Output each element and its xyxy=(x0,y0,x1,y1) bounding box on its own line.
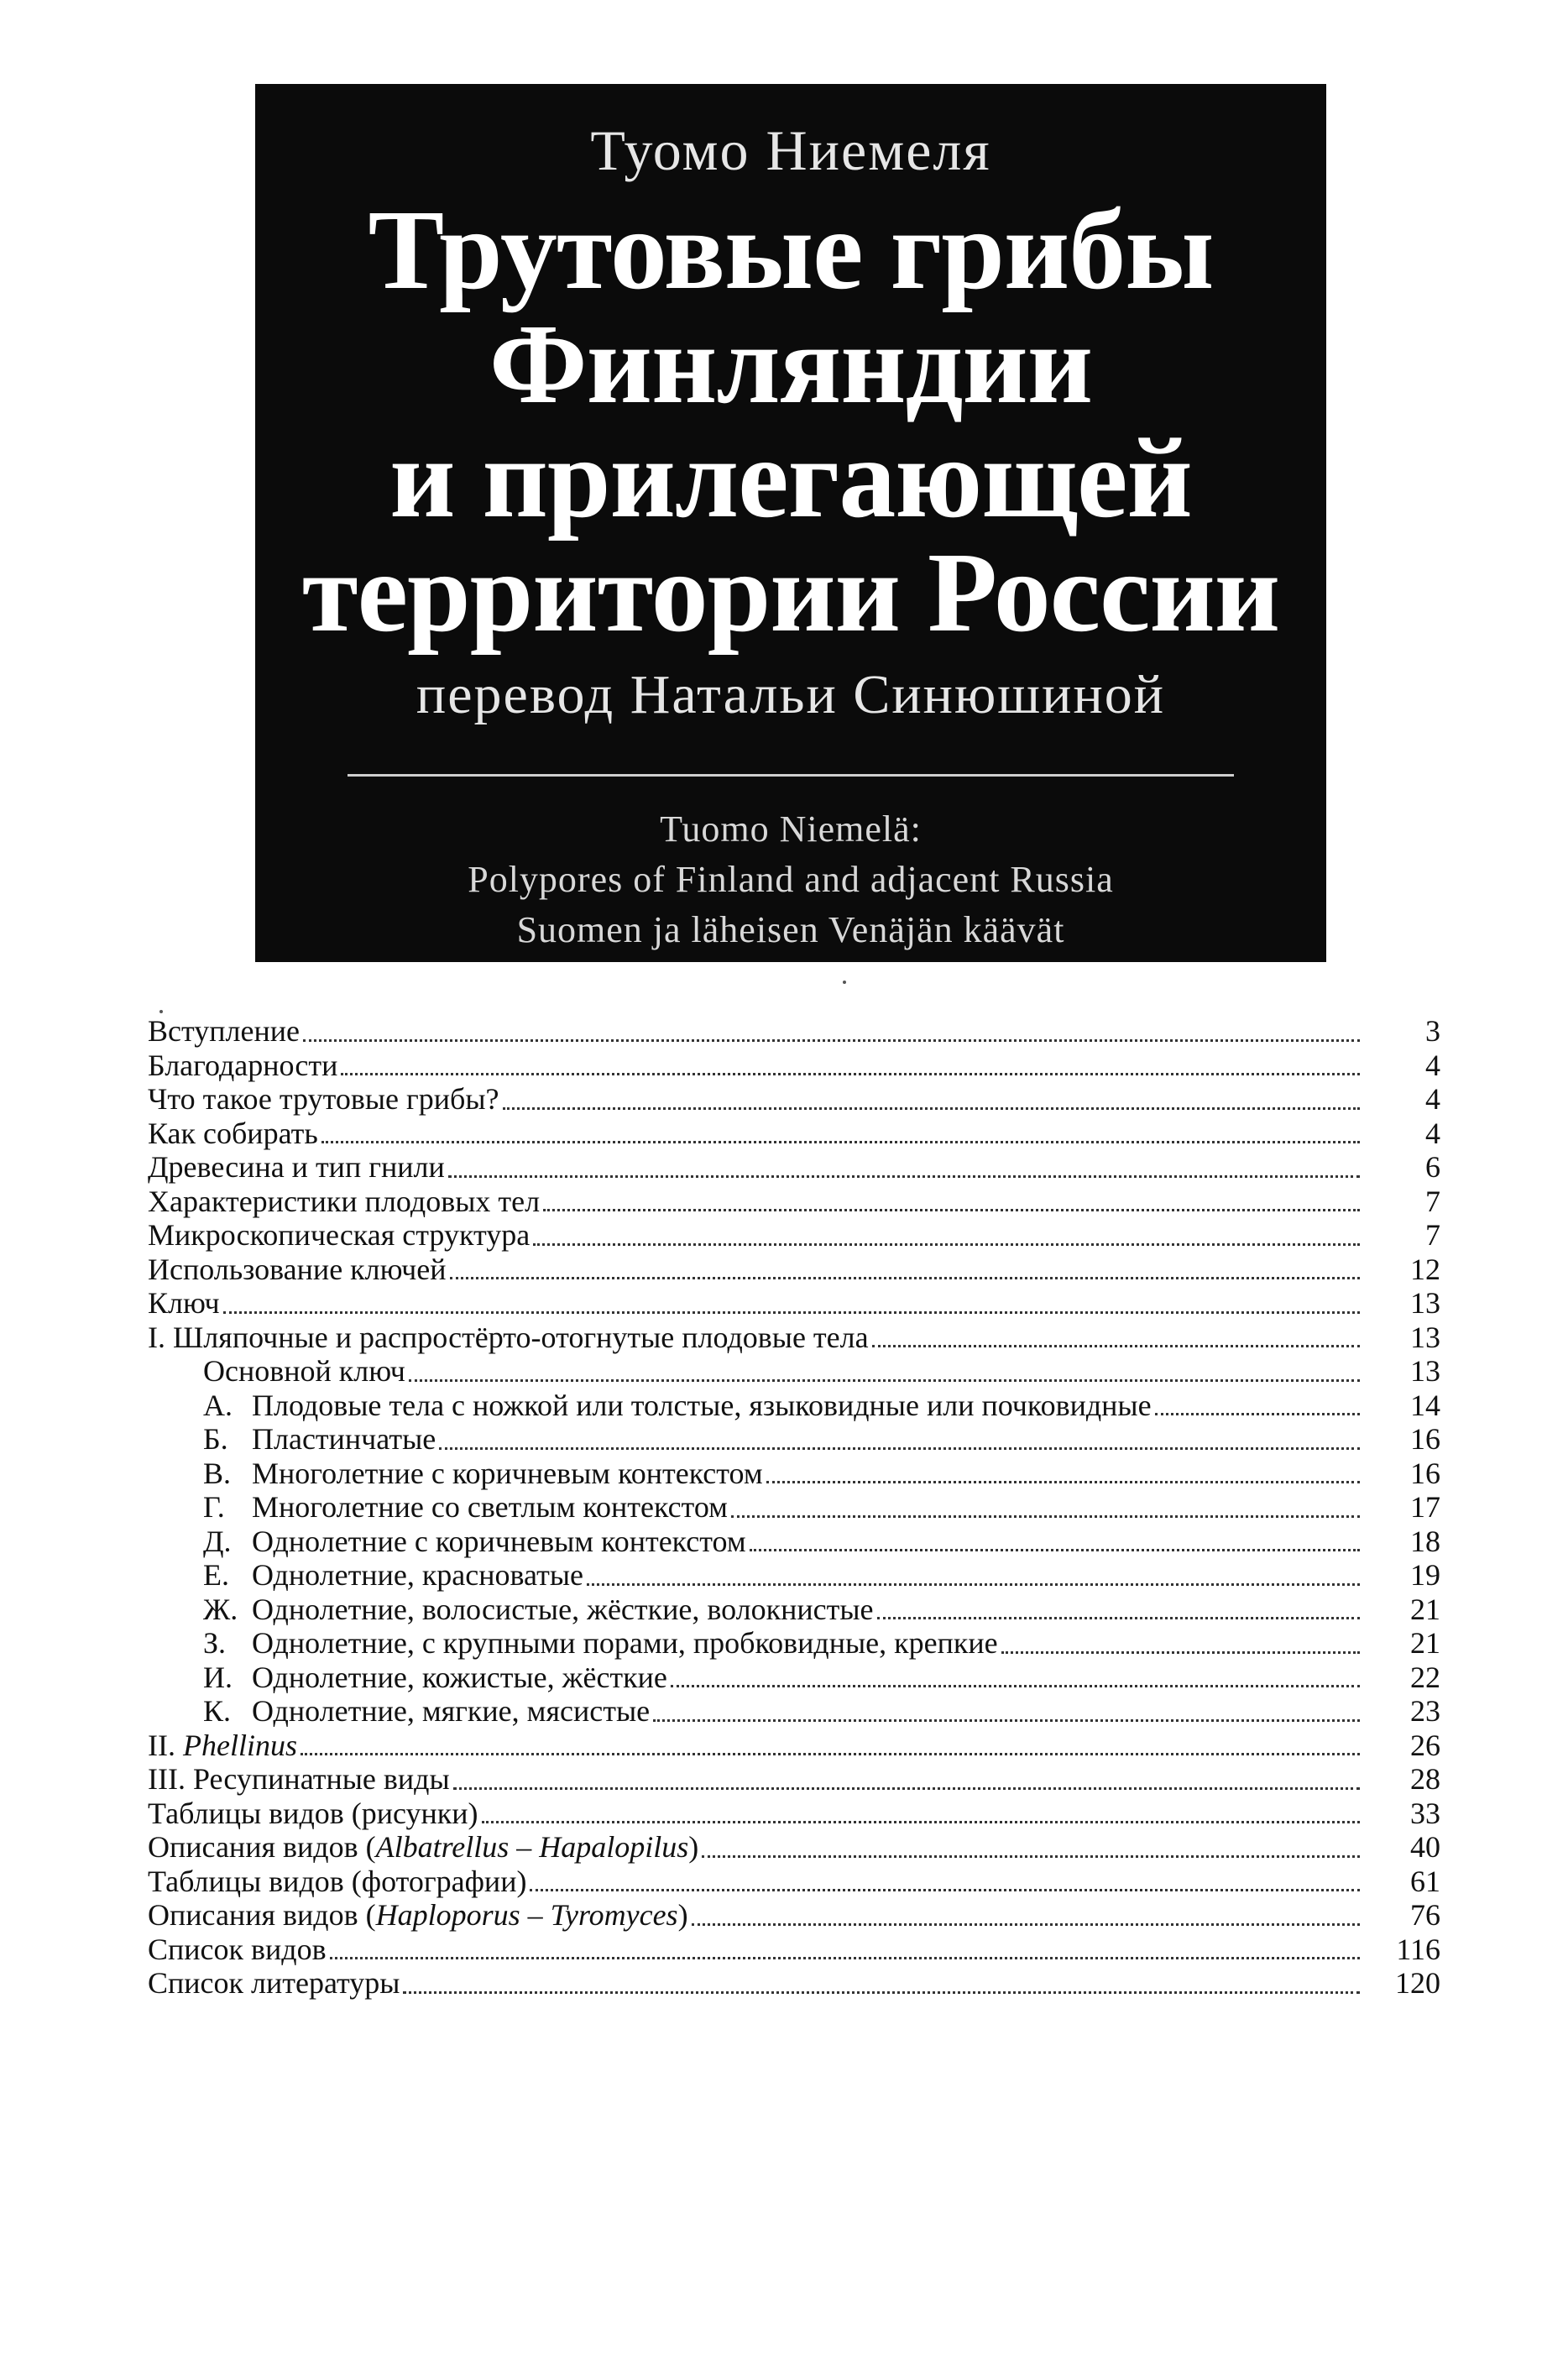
toc-entry xyxy=(148,1321,1440,1355)
toc-dot-leader xyxy=(303,1039,1360,1042)
toc-page-number: 13 xyxy=(1410,1320,1440,1354)
toc-entry-title xyxy=(148,1185,540,1219)
author-name: Туомо Ниемеля xyxy=(590,118,991,182)
toc-entry-title xyxy=(148,1830,698,1865)
toc-entry-title xyxy=(148,1762,450,1797)
toc-entry xyxy=(148,1830,1440,1865)
toc-entry xyxy=(148,1082,1440,1117)
toc-entry-italic: Haploporus – Tyromyces xyxy=(375,1898,678,1932)
toc-entry-text: Вступление xyxy=(148,1014,300,1048)
toc-entry-title xyxy=(148,1117,318,1151)
toc-dot-leader xyxy=(503,1107,1360,1110)
original-line: Tuomo Niemelä: xyxy=(660,808,922,850)
toc-dot-leader xyxy=(439,1447,1360,1450)
toc-dot-leader xyxy=(448,1175,1360,1178)
toc-page-number: 40 xyxy=(1410,1830,1440,1864)
toc-entry xyxy=(148,1898,1440,1933)
toc-entry-text: Однолетние, волосистые, жёсткие, волокнистые xyxy=(252,1592,874,1626)
toc-page-number: 13 xyxy=(1410,1286,1440,1320)
toc-entry-title xyxy=(203,1626,998,1661)
toc-entry-text: Однолетние, красноватые xyxy=(252,1558,583,1592)
toc-entry-label: З. xyxy=(203,1626,227,1660)
toc-entry-text: Однолетние, мягкие, мясистые xyxy=(252,1694,651,1728)
toc-entry-title xyxy=(148,1865,526,1899)
toc-entry xyxy=(148,1389,1440,1423)
scan-speck xyxy=(843,981,846,984)
toc-page-number: 21 xyxy=(1410,1592,1440,1626)
table-of-contents xyxy=(148,1014,1440,2001)
toc-entry-text: Характеристики плодовых тел xyxy=(148,1184,541,1218)
toc-entry xyxy=(148,1558,1440,1593)
toc-page-number: 61 xyxy=(1410,1864,1440,1898)
toc-dot-leader xyxy=(692,1923,1360,1926)
toc-dot-leader xyxy=(750,1549,1360,1551)
original-line: Suomen ja läheisen Venäjän käävät xyxy=(516,909,1065,950)
toc-dot-leader xyxy=(877,1617,1360,1619)
toc-dot-leader xyxy=(587,1583,1360,1586)
toc-entry xyxy=(148,1525,1440,1559)
toc-dot-leader xyxy=(872,1345,1360,1347)
toc-page-number: 4 xyxy=(1425,1048,1440,1082)
toc-dot-leader xyxy=(453,1787,1360,1790)
scan-speck xyxy=(159,1010,163,1013)
toc-entry-text: I. Шляпочные и распростёрто-отогнутые плодовые тела xyxy=(148,1320,869,1354)
toc-entry-label: А. xyxy=(203,1388,233,1422)
toc-entry xyxy=(148,1014,1440,1049)
toc-page-number: 23 xyxy=(1410,1694,1440,1728)
original-line: Polypores of Finland and adjacent Russia xyxy=(468,859,1114,900)
toc-entry-text: Однолетние, кожистые, жёсткие xyxy=(252,1660,667,1694)
book-title xyxy=(255,187,1326,656)
toc-entry-italic: Albatrellus – Hapalopilus xyxy=(375,1830,689,1864)
toc-entry-text: II. xyxy=(148,1728,183,1762)
toc-entry-label: Ж. xyxy=(203,1592,238,1626)
toc-entry-italic: Phellinus xyxy=(182,1728,297,1762)
toc-dot-leader xyxy=(330,1957,1360,1959)
title-line: Финляндии xyxy=(489,301,1093,427)
toc-page-number: 18 xyxy=(1410,1524,1440,1558)
toc-page-number: 12 xyxy=(1410,1252,1440,1286)
toc-entry xyxy=(148,1457,1440,1491)
toc-entry-title xyxy=(148,1286,220,1321)
toc-page-number: 116 xyxy=(1396,1932,1440,1966)
toc-entry-text: Как собирать xyxy=(148,1116,318,1150)
toc-page-number: 13 xyxy=(1410,1354,1440,1388)
toc-entry-label: В. xyxy=(203,1456,232,1490)
toc-entry-title xyxy=(148,1966,400,2001)
toc-dot-leader xyxy=(1155,1413,1360,1415)
toc-entry-title xyxy=(148,1014,300,1049)
toc-dot-leader xyxy=(450,1277,1361,1279)
toc-page-number: 16 xyxy=(1410,1422,1440,1456)
toc-entry-text: Микроскопическая структура xyxy=(148,1218,531,1252)
toc-page-number: 17 xyxy=(1410,1490,1440,1524)
toc-dot-leader xyxy=(671,1685,1360,1687)
toc-entry xyxy=(148,1865,1440,1899)
toc-page-number: 26 xyxy=(1410,1728,1440,1762)
toc-entry-title xyxy=(203,1457,763,1491)
toc-entry-text: Однолетние с коричневым контекстом xyxy=(252,1524,746,1558)
toc-entry xyxy=(148,1797,1440,1831)
toc-entry-title xyxy=(148,1253,447,1287)
toc-entry-title xyxy=(148,1082,499,1117)
cover-block xyxy=(255,84,1326,962)
toc-entry-title xyxy=(148,1933,327,1967)
toc-dot-leader xyxy=(766,1481,1360,1483)
toc-entry xyxy=(148,1286,1440,1321)
toc-entry-text: Однолетние, с крупными порами, пробковидные, крепкие xyxy=(252,1626,998,1660)
toc-entry-title xyxy=(148,1729,297,1763)
toc-entry-title xyxy=(203,1525,746,1559)
toc-entry-title xyxy=(203,1389,1152,1423)
toc-entry-title xyxy=(203,1490,728,1525)
toc-entry xyxy=(148,1422,1440,1457)
toc-dot-leader xyxy=(530,1889,1360,1891)
toc-entry-label: Б. xyxy=(203,1422,228,1456)
toc-entry-text-after: ) xyxy=(688,1830,699,1864)
toc-entry xyxy=(148,1729,1440,1763)
toc-entry-label: Д. xyxy=(203,1524,232,1558)
toc-entry-text: Ключ xyxy=(148,1286,220,1320)
translator-credit: перевод Натальи Синюшиной xyxy=(416,664,1166,725)
toc-entry xyxy=(148,1354,1440,1389)
toc-dot-leader xyxy=(301,1753,1360,1755)
toc-entry-title xyxy=(203,1422,436,1457)
toc-entry-text: Основной ключ xyxy=(203,1354,405,1388)
toc-entry-text: Многолетние с коричневым контекстом xyxy=(252,1456,763,1490)
toc-entry-title xyxy=(148,1797,478,1831)
original-title xyxy=(255,804,1326,955)
title-line: Трутовые грибы xyxy=(368,187,1214,313)
toc-page-number: 19 xyxy=(1410,1558,1440,1592)
toc-entry xyxy=(148,1117,1440,1151)
toc-dot-leader xyxy=(543,1209,1360,1211)
toc-page-number: 7 xyxy=(1425,1184,1440,1218)
toc-entry xyxy=(148,1490,1440,1525)
toc-dot-leader xyxy=(482,1821,1360,1823)
toc-dot-leader xyxy=(409,1379,1360,1382)
toc-entry xyxy=(148,1694,1440,1729)
toc-dot-leader xyxy=(403,1991,1360,1994)
toc-page-number: 6 xyxy=(1425,1150,1440,1184)
toc-page-number: 21 xyxy=(1410,1626,1440,1660)
toc-page-number: 16 xyxy=(1410,1456,1440,1490)
toc-entry xyxy=(148,1933,1440,1967)
toc-entry-title xyxy=(148,1049,337,1083)
toc-dot-leader xyxy=(321,1141,1360,1143)
toc-entry xyxy=(148,1218,1440,1253)
toc-entry-text: III. Ресупинатные виды xyxy=(148,1762,450,1796)
toc-entry-title xyxy=(203,1694,650,1729)
toc-entry-text: Описания видов ( xyxy=(148,1898,376,1932)
toc-entry-label: К. xyxy=(203,1694,232,1728)
toc-entry xyxy=(148,1966,1440,2001)
toc-entry-text: Использование ключей xyxy=(148,1252,447,1286)
toc-entry-label: Е. xyxy=(203,1558,229,1592)
title-line: и прилегающей xyxy=(389,416,1192,541)
toc-entry-text: Пластинчатые xyxy=(252,1422,436,1456)
toc-entry-text-after: ) xyxy=(677,1898,688,1932)
toc-entry xyxy=(148,1253,1440,1287)
toc-dot-leader xyxy=(223,1311,1360,1314)
toc-entry-text: Описания видов ( xyxy=(148,1830,376,1864)
toc-page-number: 120 xyxy=(1395,1966,1440,2000)
toc-dot-leader xyxy=(653,1719,1360,1722)
toc-entry-text: Таблицы видов (фотографии) xyxy=(148,1864,527,1898)
toc-page-number: 7 xyxy=(1425,1218,1440,1252)
toc-entry-title xyxy=(148,1321,869,1355)
toc-entry-text: Список литературы xyxy=(148,1966,400,2000)
toc-entry-text: Благодарности xyxy=(148,1048,338,1082)
toc-dot-leader xyxy=(731,1515,1360,1518)
cover-divider xyxy=(348,774,1234,777)
toc-entry xyxy=(148,1626,1440,1661)
toc-page-number: 33 xyxy=(1410,1796,1440,1830)
toc-dot-leader xyxy=(1001,1651,1360,1654)
toc-entry xyxy=(148,1150,1440,1185)
toc-entry-text: Что такое трутовые грибы? xyxy=(148,1082,499,1116)
toc-entry-title xyxy=(148,1218,530,1253)
toc-entry xyxy=(148,1049,1440,1083)
toc-page-number: 14 xyxy=(1410,1388,1440,1422)
toc-page-number: 4 xyxy=(1425,1082,1440,1116)
toc-entry-title xyxy=(148,1150,445,1185)
toc-entry-title xyxy=(148,1898,688,1933)
toc-entry-text: Древесина и тип гнили xyxy=(148,1150,445,1184)
toc-page-number: 22 xyxy=(1410,1660,1440,1694)
toc-entry-title xyxy=(203,1354,405,1389)
title-line: территории России xyxy=(301,530,1280,656)
toc-dot-leader xyxy=(702,1855,1360,1858)
toc-entry-text: Таблицы видов (рисунки) xyxy=(148,1796,478,1830)
toc-entry xyxy=(148,1185,1440,1219)
toc-entry-title xyxy=(203,1661,667,1695)
toc-page-number: 28 xyxy=(1410,1762,1440,1796)
toc-dot-leader xyxy=(533,1243,1360,1246)
toc-entry-title xyxy=(203,1558,583,1593)
toc-dot-leader xyxy=(341,1073,1360,1075)
toc-page-number: 3 xyxy=(1425,1014,1440,1048)
toc-entry-text: Список видов xyxy=(148,1932,327,1966)
toc-entry xyxy=(148,1762,1440,1797)
toc-entry-text: Многолетние со светлым контекстом xyxy=(252,1490,728,1524)
toc-page-number: 76 xyxy=(1410,1898,1440,1932)
toc-entry-text: Плодовые тела с ножкой или толстые, языковидные или почковидные xyxy=(252,1388,1152,1422)
toc-entry-title xyxy=(203,1593,874,1627)
toc-page-number: 4 xyxy=(1425,1116,1440,1150)
toc-entry xyxy=(148,1593,1440,1627)
toc-entry-label: И. xyxy=(203,1660,233,1694)
toc-entry xyxy=(148,1661,1440,1695)
toc-entry-label: Г. xyxy=(203,1490,225,1524)
